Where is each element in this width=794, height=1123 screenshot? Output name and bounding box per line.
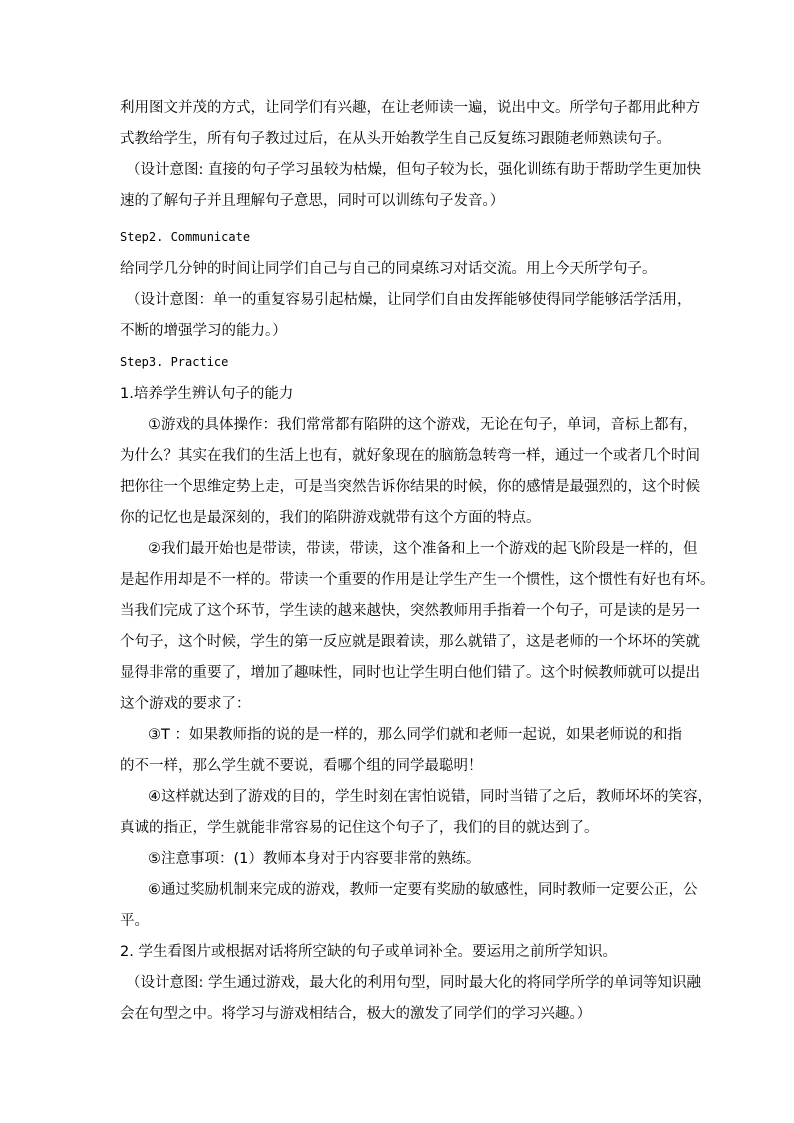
paragraph-line: 平。 (120, 913, 149, 929)
section-heading: 1.培养学生辨认句子的能力 (120, 386, 294, 402)
design-intent-line: （设计意图: 直接的句子学习虽较为枯燥，但句子较为长，强化训练有助于帮助学生更加快 (126, 162, 701, 178)
list-item: ②我们最开始也是带读，带读，带读，这个准备和上一个游戏的起飞阶段是一样的，但 (148, 541, 698, 557)
step3-heading: Step3. Practice (120, 355, 229, 369)
paragraph-line: 给同学几分钟的时间让同学们自己与自己的同桌练习对话交流。用上今天所学句子。 (120, 261, 657, 277)
paragraph-line: 真诚的指正，学生就能非常容易的记住这个句子了，我们的目的就达到了。 (120, 820, 599, 836)
list-item: ④这样就达到了游戏的目的，学生时刻在害怕说错，同时当错了之后，教师坏坏的笑容， (148, 789, 712, 805)
step2-heading: Step2. Communicate (120, 230, 251, 244)
paragraph-line: 显得非常的重要了，增加了趣味性，同时也让学生明白他们错了。这个时候教师就可以提出 (120, 665, 700, 681)
design-intent-line: 速的了解句子并且理解句子意思，同时可以训练句子发音。） (120, 193, 505, 209)
list-item: ⑥通过奖励机制来完成的游戏，教师一定要有奖励的敏感性，同时教师一定要公正，公 (148, 882, 698, 898)
list-item: ⑤注意事项：(1）教师本身对于内容要非常的熟练。 (148, 851, 481, 867)
paragraph-line: 把你往一个思维定势上走，可是当突然告诉你结果的时候，你的感情是最强烈的，这个时候 (120, 479, 700, 495)
paragraph-line: 个句子，这个时候，学生的第一反应就是跟着读，那么就错了，这是老师的一个坏坏的笑就 (120, 634, 700, 650)
paragraph-line: 你的记忆也是最深刻的，我们的陷阱游戏就带有这个方面的特点。 (120, 510, 541, 526)
design-intent-line: 不断的增强学习的能力。） (120, 323, 287, 339)
paragraph-line: 这个游戏的要求了： (120, 696, 251, 712)
design-intent-line: 会在句型之中。将学习与游戏相结合，极大的激发了同学们的学习兴趣。） (120, 1006, 592, 1022)
paragraph-line: 当我们完成了这个环节，学生读的越来越快，突然教师用手指着一个句子，可是读的是另一 (120, 603, 700, 619)
list-item: ①游戏的具体操作：我们常常都有陷阱的这个游戏，无论在句子，单词，音标上都有， (148, 417, 698, 433)
section-heading: 2. 学生看图片或根据对话将所空缺的句子或单词补全。要运用之前所学知识。 (120, 944, 617, 960)
design-intent-line: （设计意图：单一的重复容易引起枯燥，让同学们自由发挥能够使得同学能够活学活用， (126, 292, 692, 308)
paragraph-line: 为什么？其实在我们的生活上也有，就好象现在的脑筋急转弯一样，通过一个或者几个时间 (120, 448, 700, 464)
list-item: ③T ：如果教师指的说的是一样的，那么同学们就和老师一起说，如果老师说的和指 (148, 727, 682, 743)
design-intent-line: （设计意图: 学生通过游戏，最大化的利用句型，同时最大化的将同学所学的单词等知识融 (126, 975, 701, 991)
paragraph-line: 式教给学生，所有句子教过过后，在从头开始教学生自己反复练习跟随老师熟读句子。 (120, 131, 671, 147)
paragraph-line: 利用图文并茂的方式，让同学们有兴趣，在让老师读一遍，说出中文。所学句子都用此种方 (120, 100, 700, 116)
paragraph-line: 是起作用却是不一样的。带读一个重要的作用是让学生产生一个惯性，这个惯性有好也有坏。 (120, 572, 715, 588)
paragraph-line: 的不一样，那么学生就不要说，看哪个组的同学最聪明！ (120, 758, 483, 774)
